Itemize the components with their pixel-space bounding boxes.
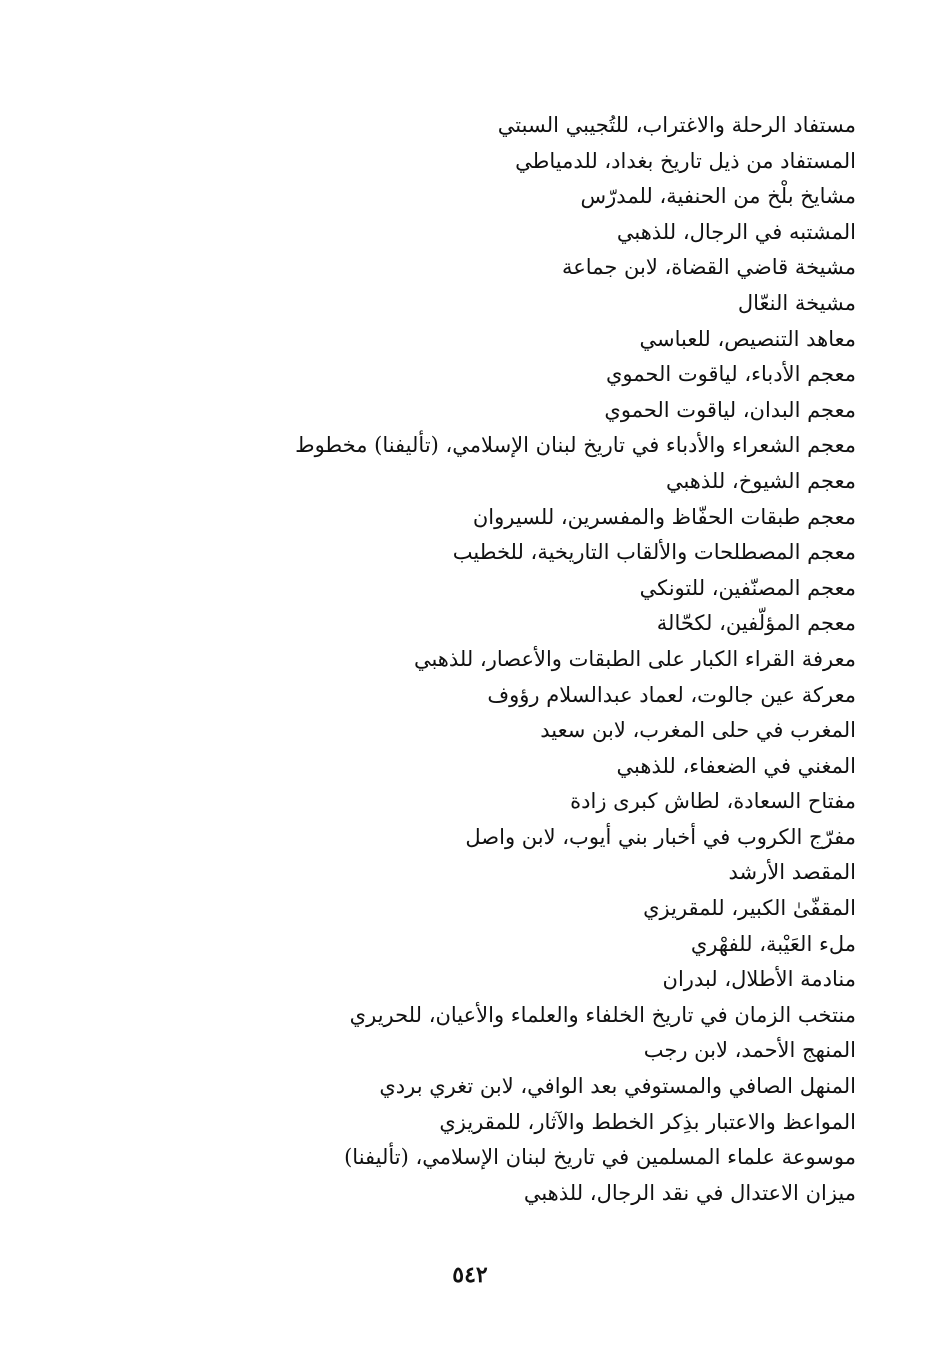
bibliography-entry: معاهد التنصيص، للعباسي (639, 326, 856, 351)
bibliography-entry: منتخب الزمان في تاريخ الخلفاء والعلماء والأعيان، للحريري (349, 1002, 856, 1027)
bibliography-list (236, 108, 856, 1211)
bibliography-entry: معرفة القراء الكبار على الطبقات والأعصار، للذهبي (413, 646, 856, 671)
bibliography-entry: مفتاح السعادة، لطاش كبرى زادة (570, 789, 856, 814)
bibliography-entry: مشيخة النعّال (737, 290, 856, 315)
bibliography-entry: منادمة الأطلال، لبدران (662, 967, 856, 992)
bibliography-entry: ملء العَيْبة، للفهْري (690, 931, 856, 956)
bibliography-entry: مشيخة قاضي القضاة، لابن جماعة (562, 255, 856, 280)
bibliography-entry: معجم المؤلّفين، لكحّالة (656, 611, 856, 636)
bibliography-entry: المواعظ والاعتبار بذِكر الخطط والآثار، للمقريزي (439, 1109, 856, 1134)
bibliography-entry: معجم المصطلحات والألقاب التاريخية، للخطيب (452, 540, 856, 565)
bibliography-entry: معجم الأدباء، لياقوت الحموي (605, 362, 856, 387)
bibliography-entry: المغني في الضعفاء، للذهبي (616, 753, 856, 778)
bibliography-entry: المغرب في حلى المغرب، لابن سعيد (540, 718, 856, 743)
bibliography-entry: المشتبه في الرجال، للذهبي (616, 219, 856, 244)
bibliography-entry: معجم الشيوخ، للذهبي (665, 468, 856, 493)
bibliography-entry: المستفاد من ذيل تاريخ بغداد، للدمياطي (515, 148, 856, 173)
bibliography-entry: معجم طبقات الحفّاظ والمفسرين، للسيروان (472, 504, 856, 529)
bibliography-entry: معجم البدان، لياقوت الحموي (604, 397, 856, 422)
bibliography-entry: المنهج الأحمد، لابن رجب (643, 1038, 856, 1063)
bibliography-entry: موسوعة علماء المسلمين في تاريخ لبنان الإسلامي، (تأليفنا) (344, 1145, 856, 1170)
bibliography-entry: المقصد الأرشد (728, 860, 856, 885)
page-number: ٥٤٢ (452, 1262, 488, 1288)
bibliography-entry: معركة عين جالوت، لعماد عبدالسلام رؤوف (487, 682, 856, 707)
bibliography-entry: معجم الشعراء والأدباء في تاريخ لبنان الإسلامي، (تأليفنا) مخطوط (295, 433, 856, 458)
bibliography-entry: مستفاد الرحلة والاغتراب، للتُجيبي السبتي (497, 113, 856, 137)
bibliography-entry: ميزان الاعتدال في نقد الرجال، للذهبي (523, 1180, 856, 1205)
bibliography-entry: المقفّىٰ الكبير، للمقريزي (643, 896, 856, 921)
bibliography-entry: المنهل الصافي والمستوفي بعد الوافي، لابن تغري بردي (379, 1074, 856, 1099)
bibliography-entry: مشايخ بلْخ من الحنفية، للمدرّس (580, 184, 856, 209)
bibliography-entry: مفرّج الكروب في أخبار بني أيوب، لابن واصل (465, 824, 856, 849)
bibliography-entry: معجم المصنّفين، للتونكي (639, 575, 856, 600)
